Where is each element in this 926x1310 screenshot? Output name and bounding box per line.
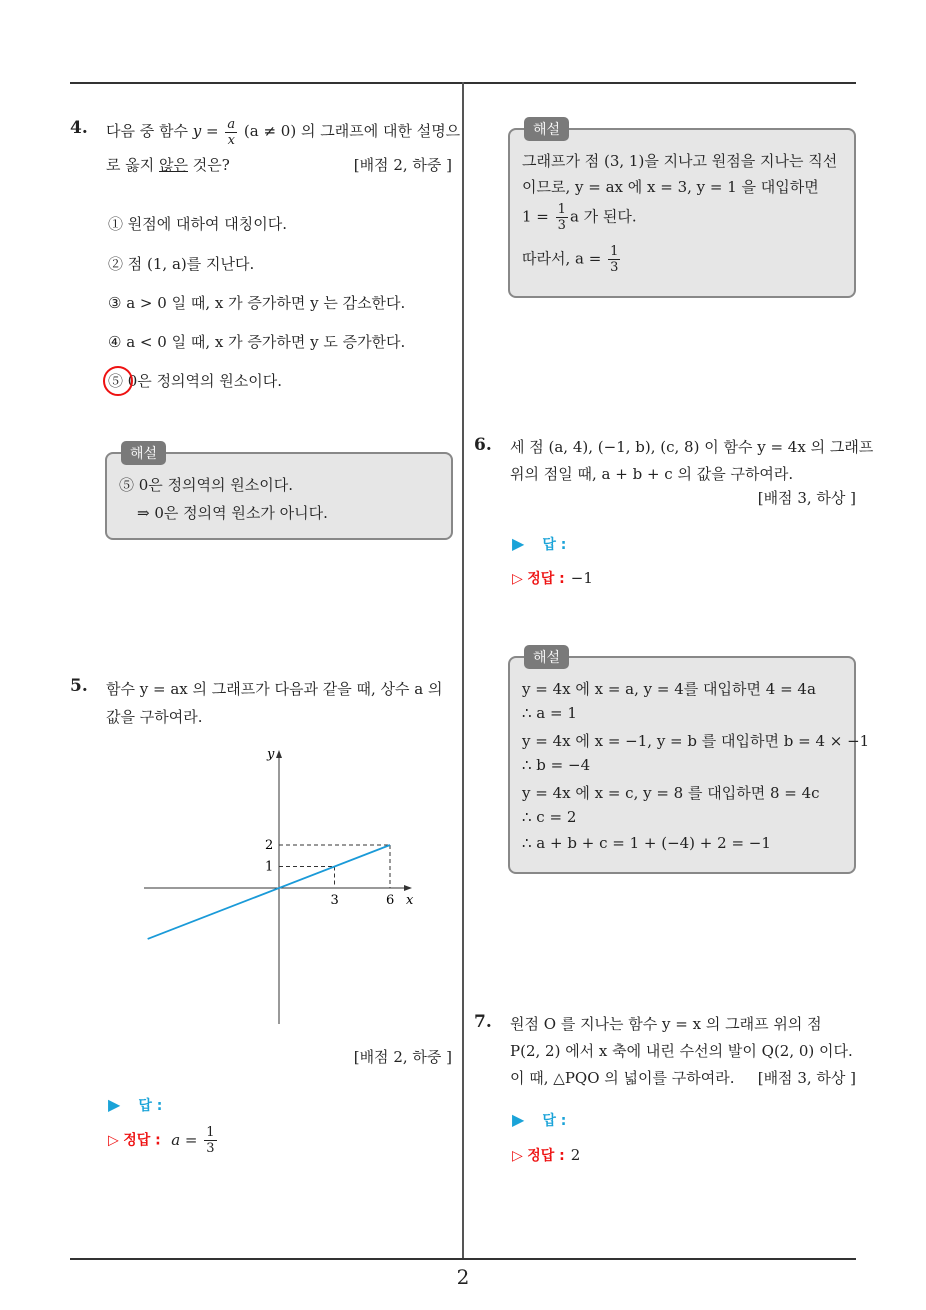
- question-4-score: [배점 2, 하중 ]: [353, 156, 452, 174]
- q5-answer-label: ▶ 답 :: [108, 1095, 163, 1114]
- question-4-line-2: 로 옳지 않은 것은? [배점 2, 하중 ]: [106, 150, 452, 180]
- question-6-line-1: 세 점 (a, 4), (−1, b), (c, 8) 이 함수 y = 4x 의 그래프: [510, 438, 874, 456]
- q6-answer-label: ▶ 답 :: [512, 534, 567, 553]
- q6-solution-line-5: y = 4x 에 x = c, y = 8 를 대입하면 8 = 4c: [522, 784, 820, 802]
- question-4-line-1: 다음 중 함수 y = $\frac{a}{x}$ (a ≠ 0) 의 그래프에 대한 설명으: [106, 116, 461, 148]
- q7-correct-answer: ▷ 정답 : 2: [512, 1146, 581, 1164]
- y-axis-label: y: [267, 747, 275, 762]
- question-7-score: [배점 3, 하상 ]: [757, 1069, 856, 1087]
- column-divider: [462, 82, 464, 1258]
- question-7-line-3: 이 때, △PQO 의 넓이를 구하여라. [배점 3, 하상 ]: [510, 1063, 856, 1093]
- hollow-triangle-icon: ▷: [512, 571, 523, 587]
- q5-solution-line-2: 이므로, y = ax 에 x = 3, y = 1 을 대입하면: [522, 178, 819, 196]
- hollow-triangle-icon: ▷: [108, 1132, 119, 1149]
- q4-choice-2[interactable]: ② 점 (1, a)를 지난다.: [108, 255, 255, 273]
- q5-solution-box: [508, 122, 856, 298]
- y-tick-label-1: 1: [265, 859, 274, 875]
- q6-solution-line-4: ∴ b = −4: [522, 756, 591, 774]
- q6-solution-line-2: ∴ a = 1: [522, 704, 577, 722]
- q4-solution-line-1: ⑤ 0은 정의역의 원소이다.: [119, 476, 294, 494]
- page-number: 2: [456, 1265, 470, 1289]
- play-icon: ▶: [108, 1095, 121, 1114]
- linear-function-graph: [140, 740, 430, 1030]
- q6-correct-answer: ▷ 정답 : −1: [512, 569, 593, 587]
- question-4-number: 4.: [70, 118, 88, 138]
- play-icon: ▶: [512, 1110, 525, 1129]
- question-5-number: 5.: [70, 676, 88, 696]
- q4-choice-5[interactable]: ⑤ 0은 정의역의 원소이다.: [108, 372, 283, 390]
- x-tick-label-1: 3: [330, 893, 339, 908]
- q7-answer-label: ▶ 답 :: [512, 1110, 567, 1129]
- x-axis-label: x: [406, 893, 414, 908]
- x-tick-label-2: 6: [386, 893, 395, 908]
- q6-solution-line-3: y = 4x 에 x = −1, y = b 를 대입하면 b = 4 × −1: [522, 732, 870, 750]
- question-6-score: [배점 3, 하상 ]: [757, 489, 856, 507]
- question-5-line-1: 함수 y = ax 의 그래프가 다음과 같을 때, 상수 a 의: [106, 680, 443, 698]
- question-5-score: [배점 2, 하중 ]: [353, 1048, 452, 1066]
- q4-choice-4[interactable]: ④ a < 0 일 때, x 가 증가하면 y 도 증가한다.: [108, 333, 406, 351]
- q4-choice-1[interactable]: ① 원점에 대하여 대칭이다.: [108, 215, 287, 233]
- solution-tag: 해설: [121, 441, 166, 465]
- x-axis-arrow: [404, 885, 412, 891]
- y-axis-arrow: [276, 750, 282, 758]
- q4-solution-line-2: ⇒ 0은 정의역 원소가 아니다.: [137, 504, 328, 522]
- play-icon: ▶: [512, 534, 525, 553]
- q5-solution-line-3: 1 = $\frac{1}{3}$ a 가 된다.: [522, 202, 637, 233]
- q6-solution-line-7: ∴ a + b + c = 1 + (−4) + 2 = −1: [522, 834, 771, 852]
- selected-answer-circle: [103, 366, 133, 396]
- q4-solution-box: [105, 446, 453, 540]
- solution-tag: 해설: [524, 117, 569, 141]
- q5-solution-line-1: 그래프가 점 (3, 1)을 지나고 원점을 지나는 직선: [522, 152, 838, 170]
- q5-solution-line-4: 따라서, a = $\frac{1}{3}$: [522, 244, 619, 275]
- question-7-number: 7.: [474, 1012, 492, 1032]
- q6-solution-box: [508, 650, 870, 874]
- question-5-line-2: 값을 구하여라.: [106, 708, 203, 726]
- question-6-number: 6.: [474, 435, 492, 455]
- y-tick-label-2: 2: [265, 838, 274, 853]
- question-6-line-2: 위의 점일 때, a + b + c 의 값을 구하여라.: [510, 465, 794, 483]
- hollow-triangle-icon: ▷: [512, 1148, 523, 1164]
- q5-correct-answer: ▷ 정답 : a = $\frac{1}{3}$: [108, 1125, 215, 1156]
- solution-tag: 해설: [524, 645, 569, 669]
- question-7-line-2: P(2, 2) 에서 x 축에 내린 수선의 발이 Q(2, 0) 이다.: [510, 1042, 853, 1060]
- bottom-rule: [70, 1258, 856, 1260]
- q4-choice-3[interactable]: ③ a > 0 일 때, x 가 증가하면 y 는 감소한다.: [108, 294, 406, 312]
- q6-solution-line-1: y = 4x 에 x = a, y = 4를 대입하면 4 = 4a: [522, 680, 816, 698]
- question-7-line-1: 원점 O 를 지나는 함수 y = x 의 그래프 위의 점: [510, 1015, 822, 1033]
- q6-solution-line-6: ∴ c = 2: [522, 808, 577, 826]
